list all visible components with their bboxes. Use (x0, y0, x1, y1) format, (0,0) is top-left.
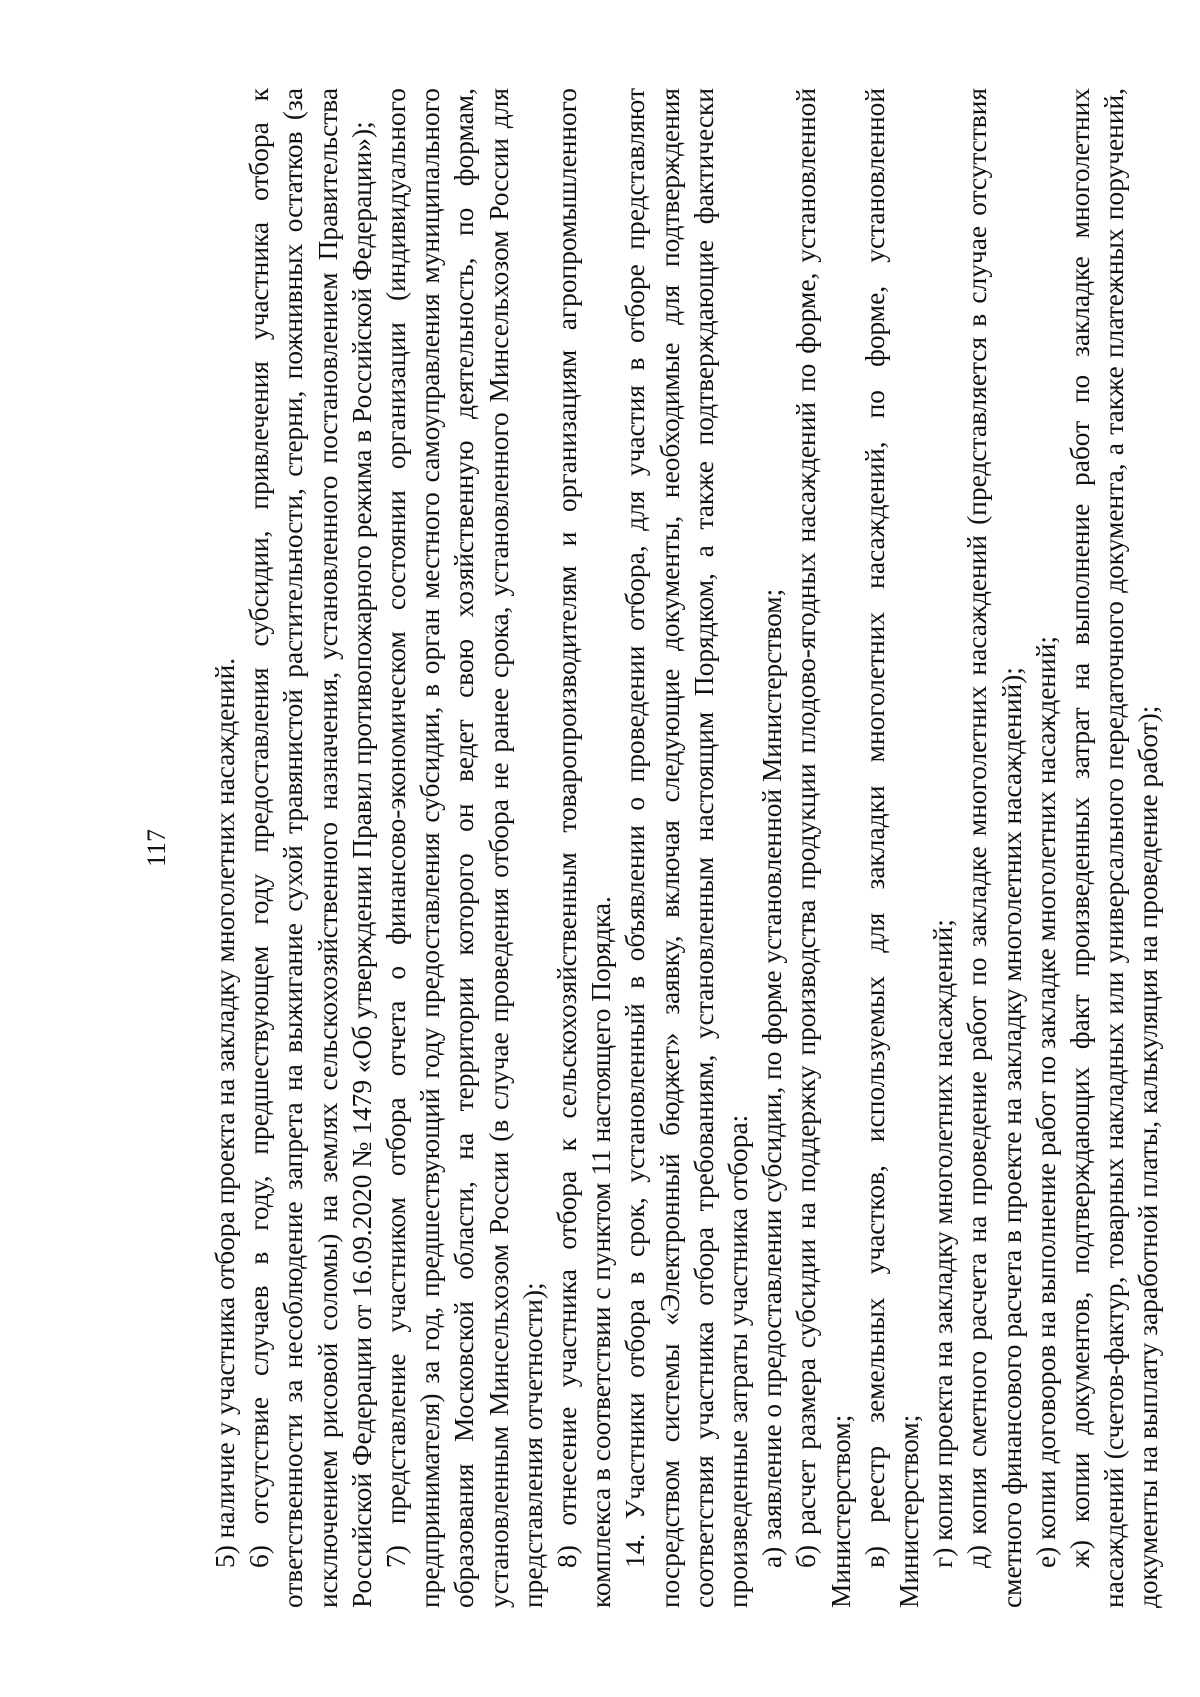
paragraph-item-7: 7) представление участником отбора отчета о финансово-экономическом состоянии организации (индивидуального предпринимателя) за год, предшествующий году предоставления субсидии, в орган местного самоуправления муниципального образования Московской области, на территории которого он ведет свою хозяйственную деятельность, по формам, установленным Минсельхозом России (в случае проведения отбора не ранее срока, установленного Минсельхозом России для представления отчетности); (381, 88, 548, 1608)
paragraph-clause-14: 14. Участники отбора в срок, установленный в объявлении о проведении отбора, для участия в отборе представляют посредством системы «Электронный бюджет» заявку, включая следующие документы, необходимые для подтверждения соответствия участника отбора требованиям, установленным настоящим Порядком, а также подтверждающие фактически произведенные затраты участника отбора: (620, 88, 754, 1608)
paragraph-subitem-b: б) расчет размера субсидии на поддержку производства продукции плодово-ягодных насаждений по форме, установленной Министерством; (791, 88, 856, 1608)
paragraph-subitem-e: е) копии договоров на выполнение работ по закладке многолетних насаждений; (1030, 636, 1061, 1568)
page-number: 117 (142, 828, 171, 868)
paragraph-subitem-g: г) копия проекта на закладку многолетних насаждений; (928, 919, 959, 1568)
paragraph-subitem-zh: ж) копии документов, подтверждающих факт произведенных затрат на выполнение работ по закладке многолетних насаждений (счетов-фактур, товарных накладных или универсального передаточного документа, а также платежных поручений, документы на выплату заработной платы, калькуляция на проведение работ); (1065, 88, 1164, 1608)
paragraph-subitem-d: д) копия сметного расчета на проведение работ по закладке многолетних насаждений (представляется в случае отсутствия сметного финансового расчета в проекте на закладку многолетних насаждений); (962, 88, 1027, 1608)
paragraph-item-5: 5) наличие у участника отбора проекта на закладку многолетних насаждений. (210, 657, 240, 1568)
rotated-sheet (140, 88, 1164, 1608)
paragraph-subitem-v: в) реестр земельных участков, используемых для закладки многолетних насаждений, по форме, установленной Министерством; (859, 88, 925, 1608)
paragraph-item-6: 6) отсутствие случаев в году, предшествующем году предоставления субсидии, привлечения участника отбора к ответственности за несоблюдение запрета на выжигание сухой травянистой растительности, стерни, пожнивных остатков (за исключением рисовой соломы) на землях сельскохозяйственного назначения, установленного постановлением Правительства Российской Федерации от 16.09.2020 № 1479 «Об утверждении Правил противопожарного режима в Российской Федерации»); (244, 88, 377, 1608)
paragraph-item-8: 8) отнесение участника отбора к сельскохозяйственным товаропроизводителям и организациям агропромышленного комплекса в соответствии с пунктом 11 настоящего Порядка. (552, 88, 617, 1608)
paragraph-subitem-a: а) заявление о предоставлении субсидии, по форме установленной Министерством; (757, 588, 788, 1568)
document-body (208, 88, 1166, 1608)
